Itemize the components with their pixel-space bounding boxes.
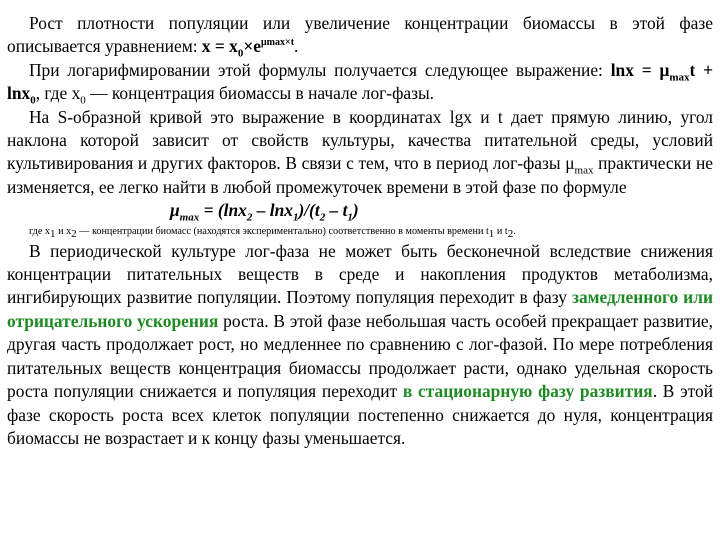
paragraph-text: В периодической культуре лог-фаза не может быть бесконечной вследствие снижения концентрации питательных веществ в среде и накопления продуктов метаболизма, ингибирующих развитие популяции. Поэтому популяция переходит в фазу <box>7 240 713 308</box>
paragraph-log-expression: При логарифмировании этой формулы получается следующее выражение: $\ln x = \mu_{max}t + \ln x_0$, где $х_0$ — концентрация биомассы в начале лог-фазы. <box>7 59 713 107</box>
paragraph-deceleration-phase: В периодической культуре лог-фаза не может быть бесконечной вследствие снижения концентрации питательных веществ в среде и накопления продуктов метаболизма, ингибирующих развитие популяции. Поэтому популяция переходит в фазу замедленного или отрицательного ускорения роста. В этой фазе небольшая часть особей прекращает развитие, другая часть продолжает рост, но медленнее по сравнению с лог-фазой. По мере потребления питательных веществ концентрация биомассы продолжает расти, однако удельная скорость роста популяции снижается и популяция переходит в стационарную фазу развития. В этой фазе скорость роста всех клеток популяции постепенно снижается до нуля, концентрация биомассы не возрастает и к концу фазы уменьшается. <box>7 240 714 448</box>
formula-footnote: где $x_1$ и $x_2$ — концентрации биомасс (находятся экспериментально) соответственно в моменты времени $t_1$ и $t_2$. <box>29 225 516 240</box>
document-page <box>7 12 713 450</box>
highlight-deceleration-phase: замедленного или отрицательного ускорения <box>7 287 713 331</box>
paragraph-text: На S-образной кривой это выражение в координатах lgx и t дает прямую линию, угол наклона которой зависит от свойств культуры, качества питательной среды, условий культивирования и других факторов. В связи с тем, что в период лог-фазы μ <box>7 106 713 174</box>
paragraph-text: Рост плотности популяции или увеличение концентрации биомассы в этой фазе описывается уравнением: <box>7 13 713 57</box>
paragraph-s-curve: На S-образной кривой это выражение в координатах lgx и t дает прямую линию, угол наклона которой зависит от свойств культуры, качества питательной среды, условий культивирования и других факторов. В связи с тем, что в период лог-фазы $\mu_{max}$ практически не изменяется, ее легко найти в любой промежуточек времени в этой фазе по формуле <box>7 106 713 197</box>
paragraph-growth-equation: Рост плотности популяции или увеличение концентрации биомассы в этой фазе описывается уравнением: $x = x_0\times e^{\mu max\times t}$. <box>7 13 713 60</box>
growth-equation: $x = x_0\times e^{\mu max\times t}$ <box>201 36 295 60</box>
highlight-stationary-phase: в стационарную фазу развития <box>402 381 653 402</box>
log-equation: $\ln x = \mu_{max}t + \ln x_0$ <box>7 59 713 107</box>
mu-max-formula: $\mu_{max} = (\ln x_2 - \ln x_1)/(t_2 - t_1)$ <box>170 200 359 224</box>
paragraph-text: При логарифмировании этой формулы получается следующее выражение: <box>29 59 611 80</box>
